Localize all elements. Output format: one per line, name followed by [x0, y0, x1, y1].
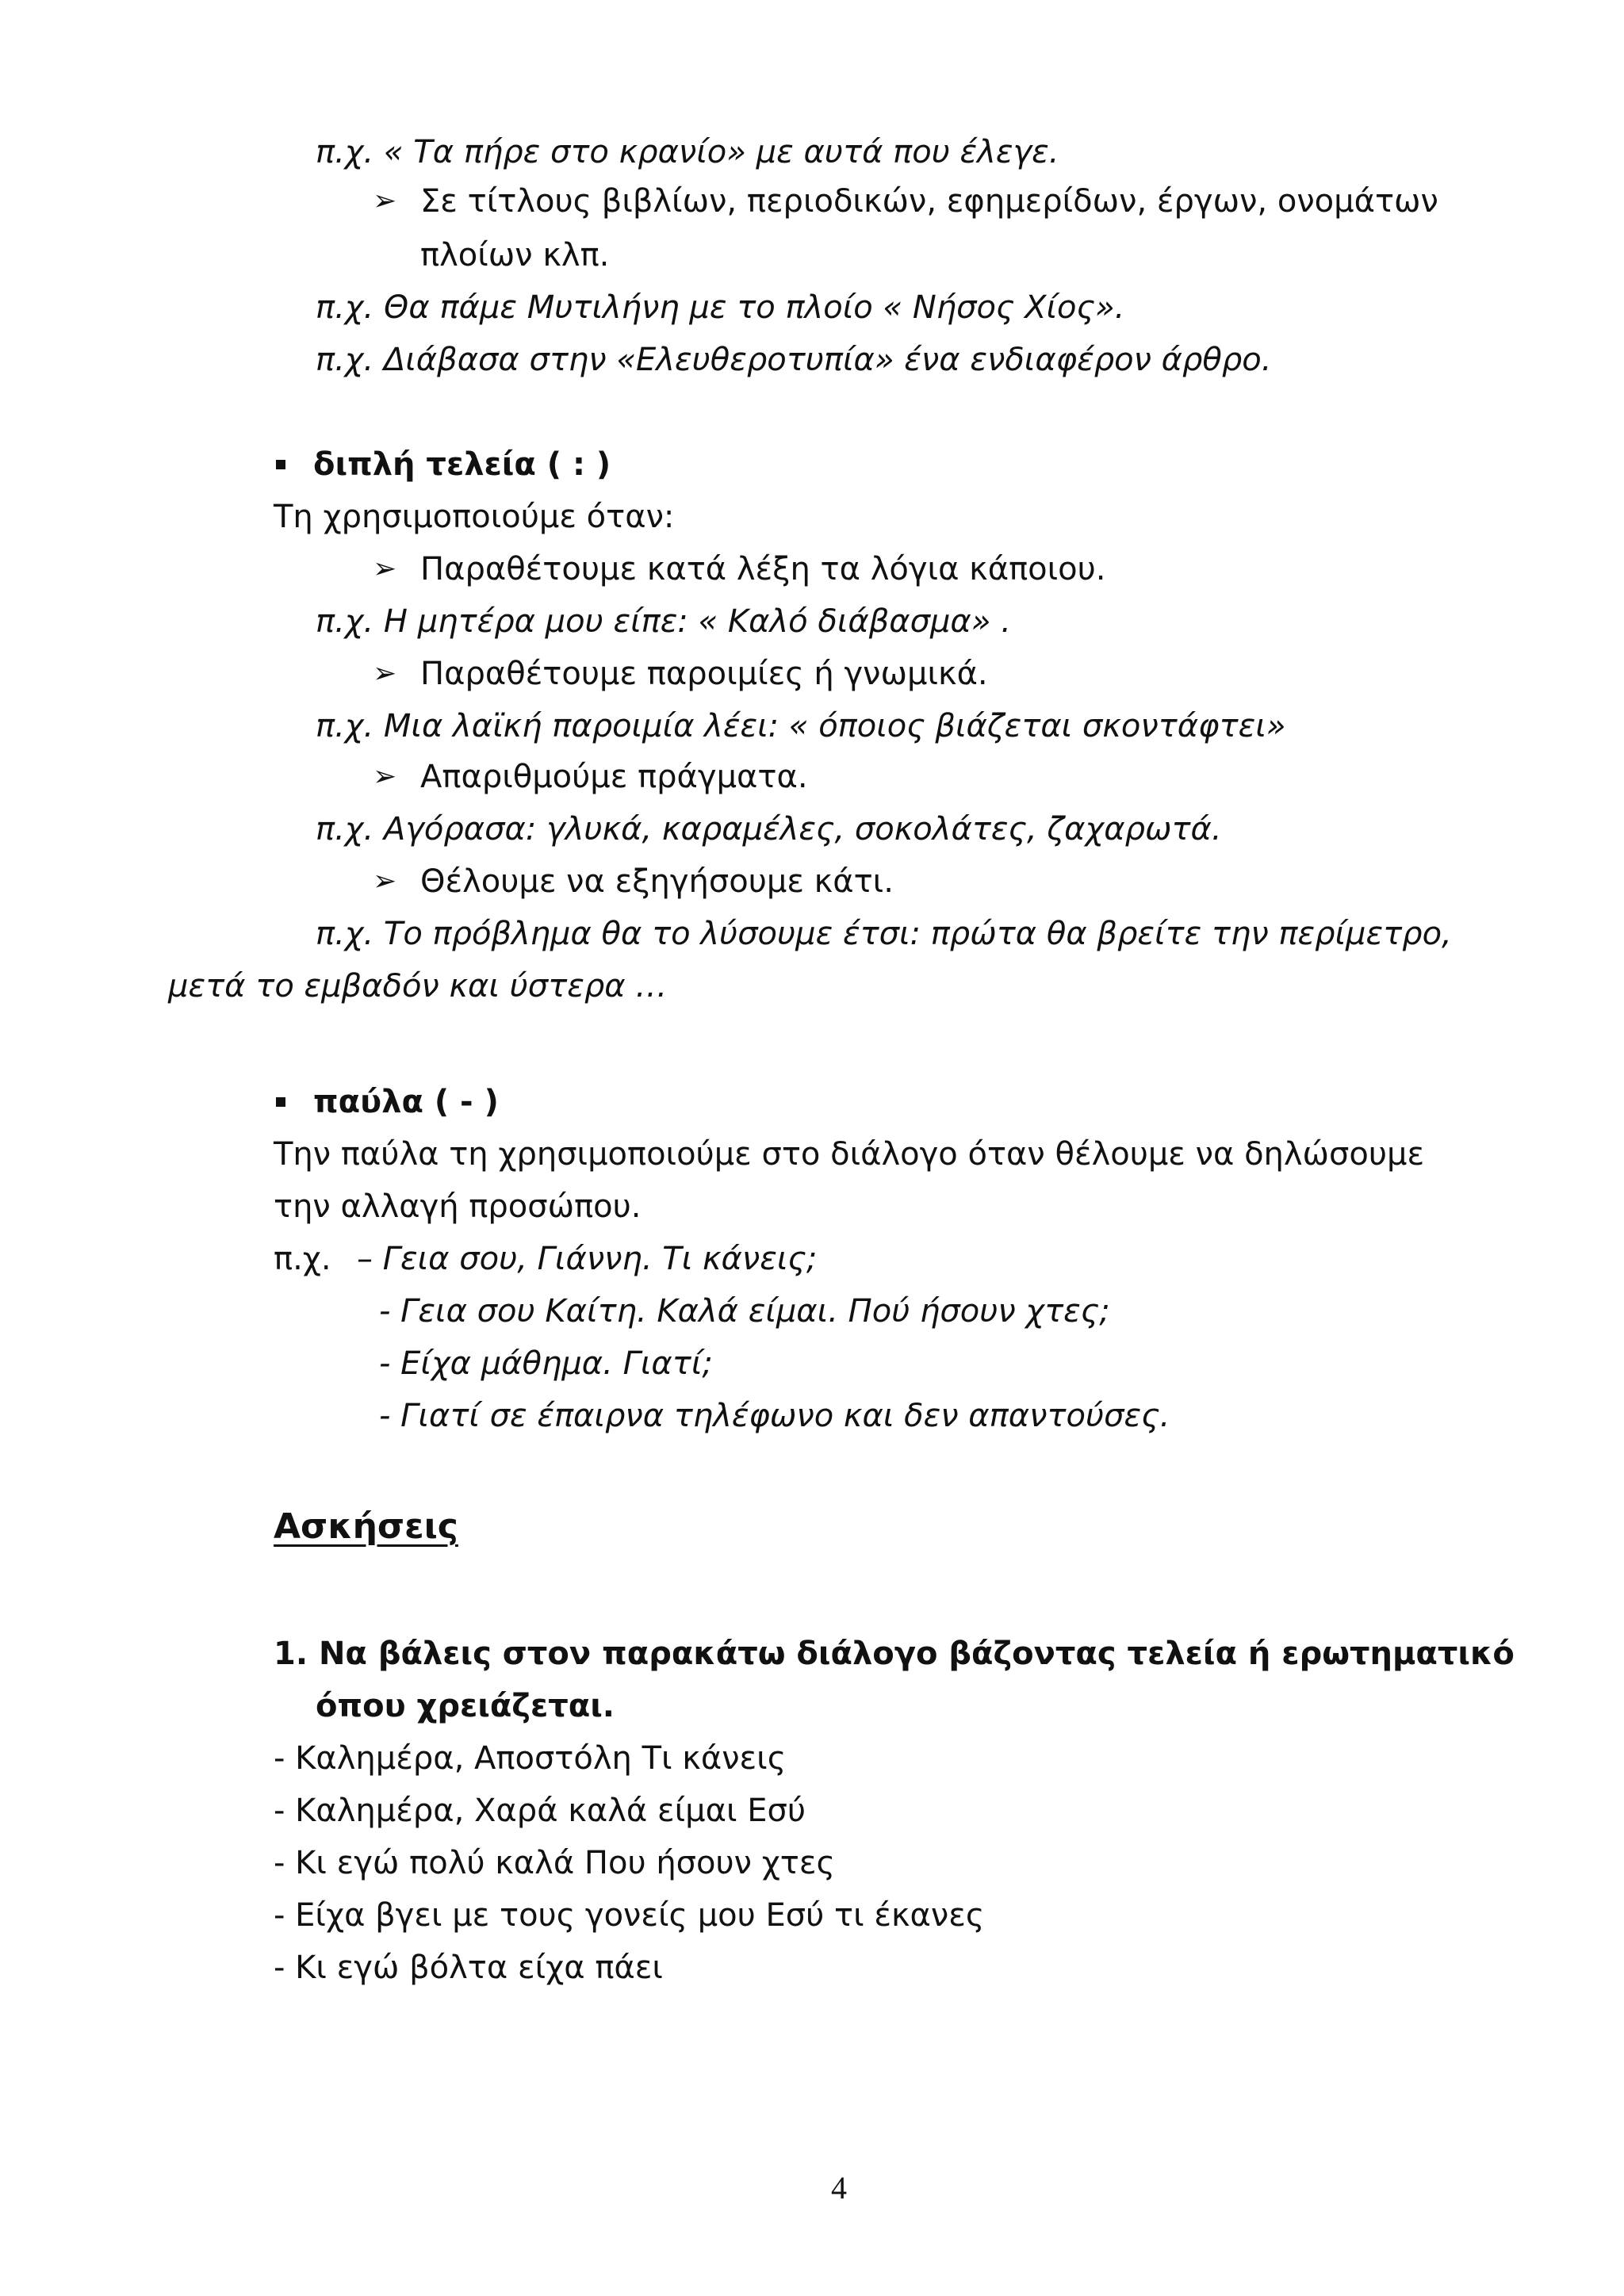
colon-section-title: διπλή τελεία ( : )	[313, 446, 611, 483]
arrow-bullet-icon: ➢	[373, 657, 397, 690]
colon-example-enumerate: π.χ. Αγόρασα: γλυκά, καραμέλες, σοκολάτες, ζαχαρωτά.	[316, 811, 1222, 848]
square-bullet-icon	[276, 1097, 285, 1107]
colon-rule-proverbs: Παραθέτουμε παροιμίες ή γνωμικά.	[420, 656, 988, 692]
colon-example-proverb: π.χ. Μια λαϊκή παροιμία λέει: « όποιος βιάζεται σκοντάφτει»	[316, 708, 1286, 744]
colon-rule-explain: Θέλουμε να εξηγήσουμε κάτι.	[420, 863, 894, 900]
arrow-bullet-icon: ➢	[373, 553, 397, 585]
colon-example-explain-line1: π.χ. Το πρόβλημα θα το λύσουμε έτσι: πρώτα θα βρείτε την περίμετρο,	[316, 916, 1452, 952]
colon-rule-quote: Παραθέτουμε κατά λέξη τα λόγια κάποιου.	[420, 551, 1106, 587]
rule-titles-line2: πλοίων κλπ.	[420, 237, 610, 274]
page-number: 4	[831, 2170, 847, 2206]
rule-titles-line1: Σε τίτλους βιβλίων, περιοδικών, εφημερίδων, έργων, ονομάτων	[420, 183, 1438, 220]
dash-dialog-line3: - Είχα μάθημα. Γιατί;	[379, 1345, 713, 1382]
exercise-dialog-line: - Κι εγώ πολύ καλά Που ήσουν χτες	[274, 1845, 835, 1881]
colon-intro: Τη χρησιμοποιούμε όταν:	[274, 499, 675, 535]
exercise-1-line2: όπου χρειάζεται.	[316, 1688, 615, 1724]
exercise-dialog-line: - Καλημέρα, Αποστόλη Τι κάνεις	[274, 1740, 787, 1777]
dash-example-prefix: π.χ.	[274, 1241, 331, 1277]
colon-example-quote: π.χ. Η μητέρα μου είπε: « Καλό διάβασμα» .	[316, 603, 1011, 640]
exercise-dialog-line: - Κι εγώ βόλτα είχα πάει	[274, 1950, 663, 1986]
example-ship: π.χ. Θα πάμε Μυτιλήνη με το πλοίο « Νήσος Χίος».	[316, 289, 1125, 326]
dash-dialog-line2: - Γεια σου Καίτη. Καλά είμαι. Πού ήσουν χτες;	[379, 1293, 1110, 1330]
colon-rule-enumerate: Απαριθμούμε πράγματα.	[420, 759, 808, 795]
square-bullet-icon	[276, 460, 285, 469]
arrow-bullet-icon: ➢	[373, 760, 397, 793]
dash-section-title: παύλα ( - )	[313, 1084, 499, 1120]
dash-desc-line1: Την παύλα τη χρησιμοποιούμε στο διάλογο όταν θέλουμε να δηλώσουμε	[274, 1136, 1425, 1173]
exercise-dialog-line: - Καλημέρα, Χαρά καλά είμαι Εσύ	[274, 1793, 806, 1829]
example-newspaper: π.χ. Διάβασα στην «Ελευθεροτυπία» ένα ενδιαφέρον άρθρο.	[316, 342, 1272, 378]
exercise-dialog-line: - Είχα βγει με τους γονείς μου Εσύ τι έκανες	[274, 1897, 985, 1934]
colon-example-explain-line2: μετά το εμβαδόν και ύστερα …	[168, 968, 668, 1004]
arrow-bullet-icon: ➢	[373, 185, 397, 217]
dash-desc-line2: την αλλαγή προσώπου.	[274, 1188, 642, 1225]
exercises-heading: Ασκήσεις	[274, 1506, 458, 1547]
dash-dialog-line4: - Γιατί σε έπαιρνα τηλέφωνο και δεν απαντούσες.	[379, 1398, 1170, 1434]
arrow-bullet-icon: ➢	[373, 865, 397, 897]
dash-dialog-line1: – Γεια σου, Γιάννη. Τι κάνεις;	[357, 1241, 818, 1277]
exercise-1-line1: 1. Να βάλεις στον παρακάτω διάλογο βάζοντας τελεία ή ερωτηματικό	[274, 1636, 1515, 1672]
example-skull: π.χ. « Τα πήρε στο κρανίο» με αυτά που έλεγε.	[316, 134, 1059, 170]
